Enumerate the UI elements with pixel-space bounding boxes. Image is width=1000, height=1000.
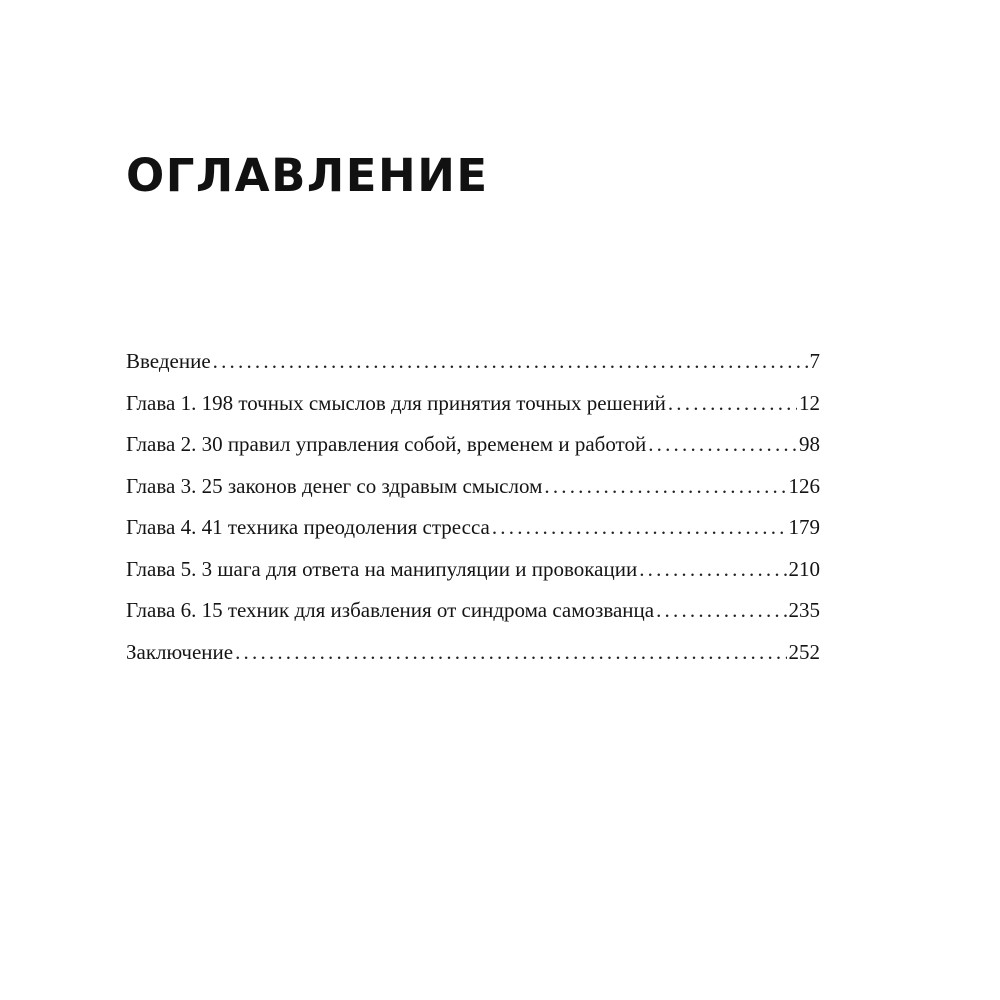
toc-entry-page: 179 [788,515,820,539]
toc-entry-title: Глава 2. 30 правил управления собой, временем и работой [126,432,647,456]
dot-leader [213,346,808,376]
toc-entry-page: 126 [788,473,820,498]
toc-entry-chapter-5[interactable] [126,554,820,596]
toc-entry-chapter-3[interactable] [126,471,820,513]
toc-entry-page: 210 [788,556,820,581]
dot-leader [235,637,786,667]
toc-entry-page: 252 [788,639,820,664]
toc-entry-chapter-1[interactable] [126,388,820,430]
toc-entry-page: 12 [799,390,820,415]
dot-leader [656,595,786,625]
dot-leader [544,471,786,501]
page-title: ОГЛАВЛЕНИЕ [126,149,489,202]
dot-leader [668,388,797,418]
toc-entry-title: Глава 5. 3 шага для ответа на манипуляции и провокации [126,556,638,581]
toc-entry-chapter-4[interactable] [126,512,820,554]
toc-entry-title: Глава 3. 25 законов денег со здравым смыслом [126,473,543,498]
dot-leader [648,429,797,459]
toc-entry-chapter-2[interactable] [126,429,820,471]
toc-entry-page: 98 [799,432,820,456]
toc-entry-chapter-6[interactable] [126,595,820,637]
toc-entry-conclusion[interactable] [126,637,820,679]
toc-entry-page: 7 [809,349,820,373]
toc-entry-title: Глава 1. 198 точных смыслов для принятия точных решений [126,390,666,415]
toc-entry-title: Заключение [126,639,234,664]
toc-entry-title: Глава 4. 41 техника преодоления стресса [126,515,490,539]
toc-entry-page: 235 [788,598,820,622]
toc-entry-title: Введение [126,349,211,373]
toc-entry-title: Глава 6. 15 техник для избавления от синдрома самозванца [126,598,655,622]
table-of-contents [126,346,820,678]
dot-leader [639,554,786,584]
dot-leader [492,512,787,542]
toc-entry-introduction[interactable] [126,346,820,388]
